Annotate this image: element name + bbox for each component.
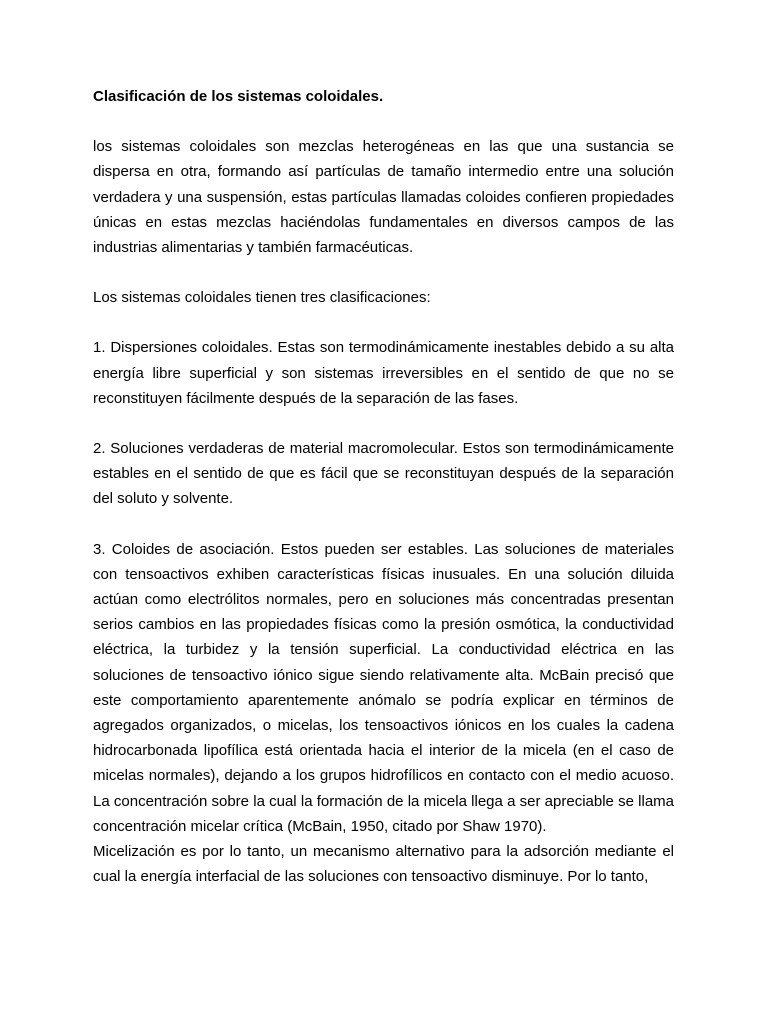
document-title: Clasificación de los sistemas coloidales. [93,88,384,105]
paragraph-soluciones-verdaderas: 2. Soluciones verdaderas de material macromolecular. Estos son termodinámicamente estables en el sentido de que es fácil que se reconstituyan después de la separación del soluto y solvente. [93,440,674,508]
paragraph-classifications-heading: Los sistemas coloidales tienen tres clasificaciones: [93,289,431,307]
document-body [93,84,674,889]
paragraph-micelizacion: Micelización es por lo tanto, un mecanismo alternativo para la adsorción mediante el cual la energía interfacial de las soluciones con tensoactivo disminuye. Por lo tanto, [93,843,674,886]
paragraph-dispersiones-coloidales: 1. Dispersiones coloidales. Estas son termodinámicamente inestables debido a su alta energía libre superficial y son sistemas irreversibles en el sentido de que no se reconstituyen fácilmente después de la separación de las fases. [93,339,674,407]
paragraph-coloides-asociacion: 3. Coloides de asociación. Estos pueden ser estables. Las soluciones de materiales con tensoactivos exhiben características físicas inusuales. En una solución diluida actúan como electrólitos normales, pero en soluciones más concentradas presentan serios cambios en las propiedades físicas como la presión osmótica, la conductividad eléctrica, la turbidez y la tensión superficial. La conductividad eléctrica en las soluciones de tensoactivo iónico sigue siendo relativamente alta. McBain precisó que este comportamiento aparentemente anómalo se podría explicar en términos de agregados organizados, o micelas, los tensoactivos iónicos en los cuales la cadena hidrocarbonada lipofílica está orientada hacia el interior de la micela (en el caso de micelas normales), dejando a los grupos hidrofílicos en contacto con el medio acuoso. La concentración sobre la cual la formación de la micela llega a ser apreciable se llama concentración micelar crítica (McBain, 1950, citado por Shaw 1970). [93,540,674,835]
paragraph-intro: los sistemas coloidales son mezclas heterogéneas en las que una sustancia se dispersa en otra, formando así partículas de tamaño intermedio entre una solución verdadera y una suspensión, estas partículas llamadas coloides confieren propiedades únicas en estas mezclas haciéndolas fundamentales en diversos campos de las industrias alimentarias y también farmacéuticas. [93,138,674,257]
